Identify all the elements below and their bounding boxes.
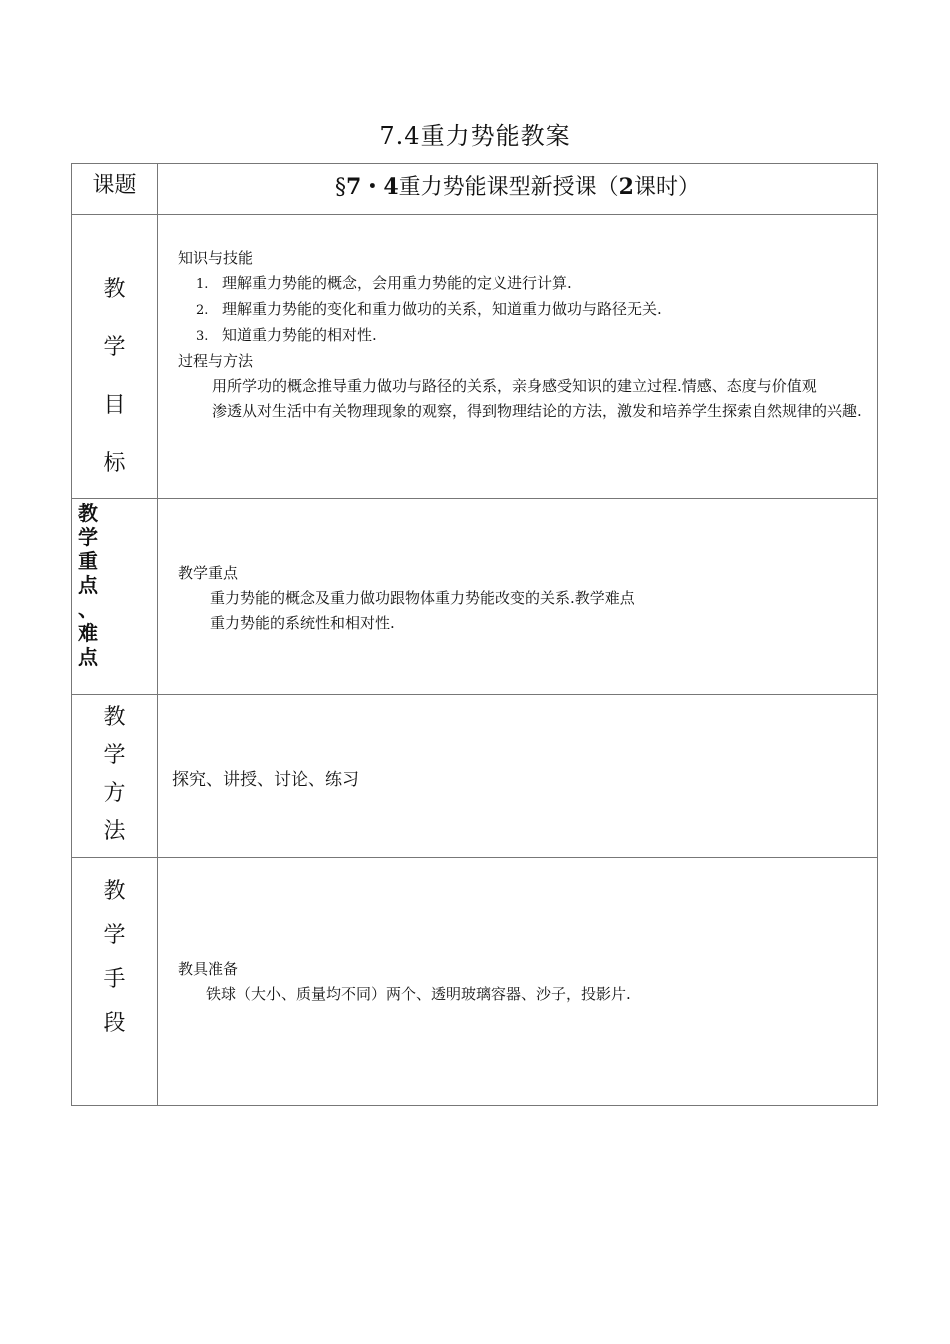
focus-heading: 教学重点 — [178, 564, 239, 582]
lesson-title-text: 重力势能课型新授课（ — [398, 175, 619, 200]
means-label-cell — [72, 858, 158, 1106]
means-text: 铁球（大小、质量均不同）两个、透明玻璃容器、沙子，投影片. — [206, 985, 631, 1003]
objectives-label — [72, 215, 157, 493]
document-title: 7.4重力势能教案 — [379, 122, 571, 150]
label-char: 点 — [78, 573, 98, 597]
item-number: 3. — [196, 329, 209, 344]
label-char: 学 — [103, 743, 126, 768]
objectives-content-cell — [158, 215, 878, 499]
knowledge-heading: 知识与技能 — [178, 249, 254, 267]
label-char: 目 — [103, 393, 126, 418]
means-content — [158, 858, 877, 1007]
focus-label-cell — [72, 499, 158, 695]
attitude-paragraph: 渗透从对生活中有关物理现象的观察，得到物理结论的方法，激发和培养学生探索自然规律的兴趣. — [212, 402, 862, 420]
row-method — [72, 695, 878, 858]
label-char: 、 — [78, 597, 98, 621]
section-number: 7・4 — [346, 174, 399, 200]
label-char: 重 — [78, 549, 98, 573]
label-char: 学 — [78, 525, 98, 549]
label-char: 教 — [103, 879, 126, 904]
row-focus — [72, 499, 878, 695]
label-char: 学 — [103, 335, 126, 360]
method-label — [72, 695, 157, 851]
hours-number: 2 — [618, 174, 634, 200]
focus-label — [72, 499, 157, 669]
topic-label: 课题 — [92, 173, 137, 198]
hours-text: 课时） — [633, 175, 700, 200]
row-topic — [72, 164, 878, 215]
lesson-plan-table — [71, 163, 878, 1106]
method-content-cell — [158, 695, 878, 858]
label-char: 标 — [103, 451, 126, 476]
label-char: 教 — [78, 501, 98, 525]
knowledge-item — [158, 323, 877, 349]
difficulty-text: 重力势能的系统性和相对性. — [210, 614, 395, 632]
item-text: 理解重力势能的变化和重力做功的关系，知道重力做功与路径无关. — [222, 300, 662, 318]
topic-value-cell — [158, 164, 878, 215]
label-char: 手 — [103, 967, 126, 992]
process-heading: 过程与方法 — [178, 352, 254, 370]
item-number: 2. — [196, 303, 209, 318]
knowledge-item — [158, 297, 877, 323]
label-char: 法 — [103, 819, 126, 844]
label-char: 教 — [103, 277, 126, 302]
label-char: 点 — [78, 645, 98, 669]
row-objectives — [72, 215, 878, 499]
means-label — [72, 858, 157, 1046]
item-text: 知道重力势能的相对性. — [222, 326, 377, 344]
item-number: 1. — [196, 277, 209, 292]
row-means — [72, 858, 878, 1106]
objectives-label-cell — [72, 215, 158, 499]
focus-content — [158, 499, 877, 636]
method-text: 探究、讲授、讨论、练习 — [172, 770, 359, 790]
label-char: 段 — [103, 1011, 126, 1036]
means-heading: 教具准备 — [178, 960, 239, 978]
process-paragraph: 用所学功的概念推导重力做功与路径的关系，亲身感受知识的建立过程.情感、态度与价值观 — [212, 377, 817, 395]
knowledge-item — [158, 271, 877, 297]
means-content-cell — [158, 858, 878, 1106]
label-char: 教 — [103, 705, 126, 730]
lesson-title — [158, 164, 877, 201]
label-char: 学 — [103, 923, 126, 948]
item-text: 理解重力势能的概念，会用重力势能的定义进行计算. — [222, 274, 572, 292]
label-char: 方 — [103, 781, 126, 806]
label-char: 难 — [78, 621, 98, 645]
objectives-content — [158, 215, 877, 424]
focus-text: 重力势能的概念及重力做功跟物体重力势能改变的关系.教学难点 — [210, 589, 635, 607]
topic-label-cell — [72, 164, 158, 215]
method-label-cell — [72, 695, 158, 858]
focus-content-cell — [158, 499, 878, 695]
section-mark: § — [335, 175, 347, 200]
